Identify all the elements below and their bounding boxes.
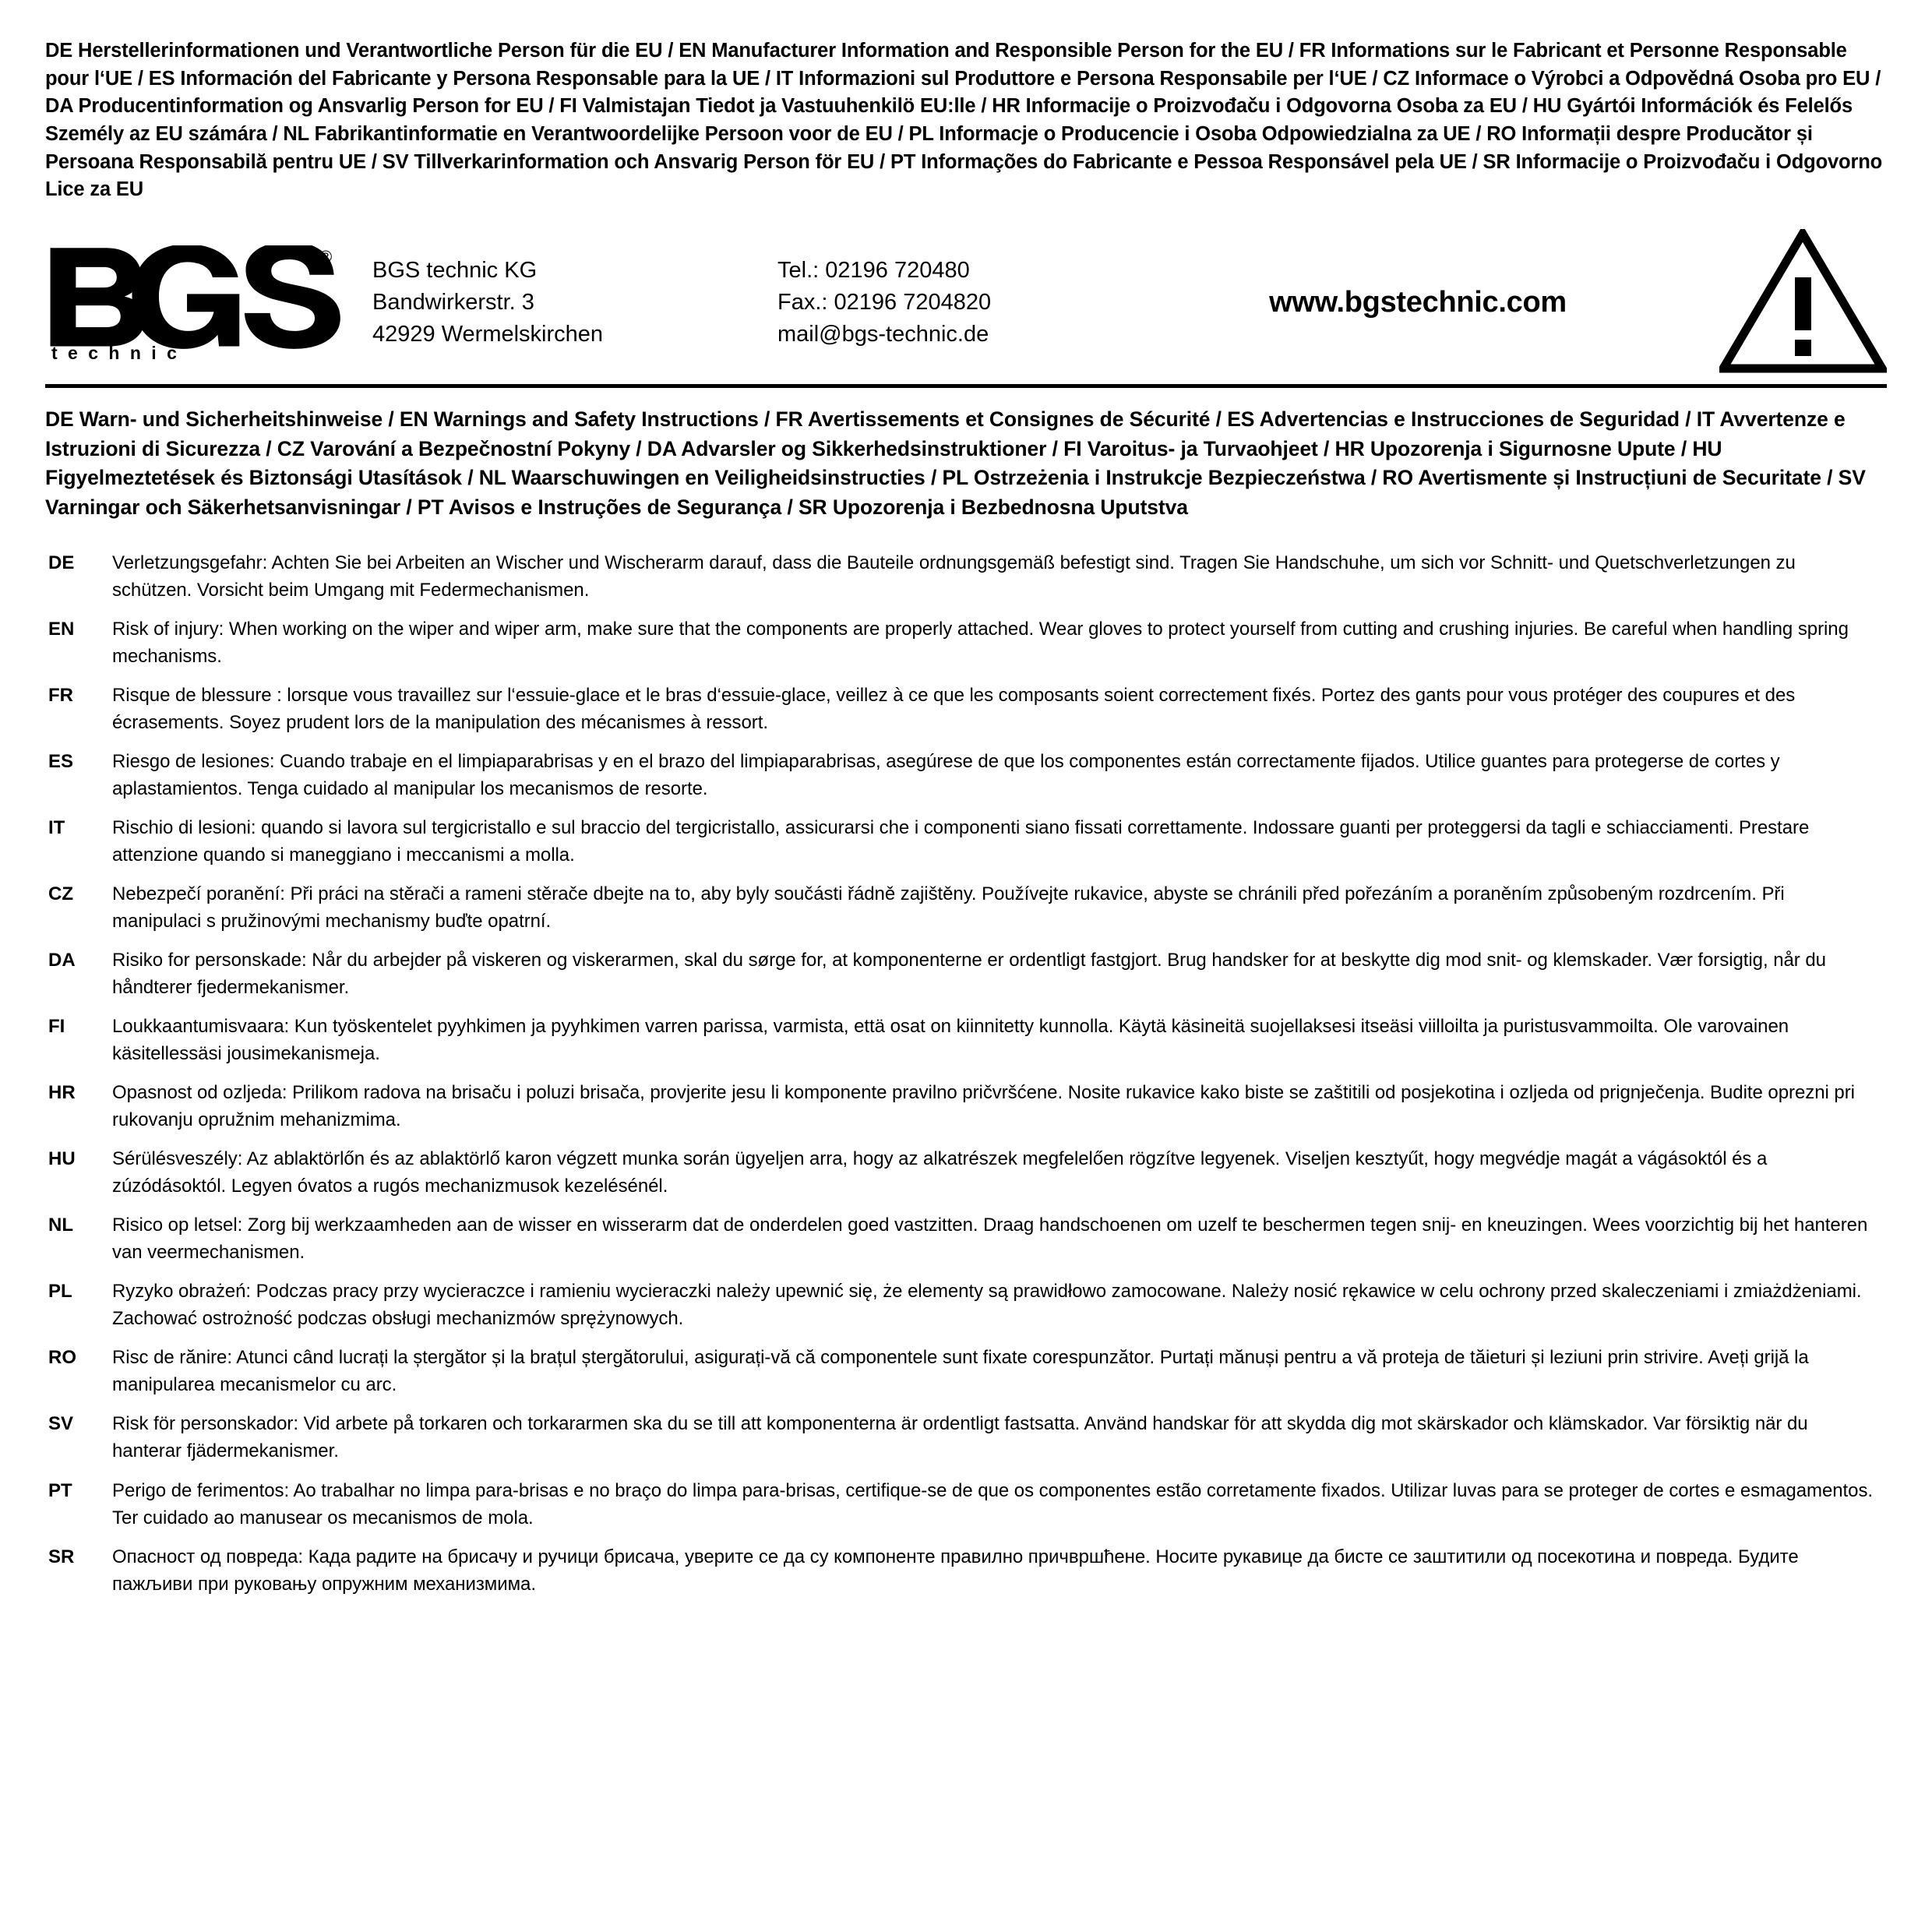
manufacturer-info-heading: DE Herstellerinformationen und Verantwortliche Person für die EU / EN Manufacturer Information and Responsible Person for the EU / FR Informations sur le Fabricant et Personne Responsable pour l‘UE / ES Información del Fabricante y Persona Responsable para la UE / IT Informazioni sul Produttore e Persona Responsabile per l‘UE / CZ Informace o Výrobci a Odpovědná Osoba pro EU / DA Producentinformation og Ansvarlig Person for EU / FI Valmistajan Tiedot ja Vastuuhenkilö EU:lle / HR Informacije o Proizvođaču i Odgovorna Osoba za EU / HU Gyártói Információk és Felelős Személy az EU számára / NL Fabrikantinformatie en Verantwoordelijke Persoon voor de EU / PL Informacje o Producencie i Osoba Odpowiedzialna za UE / RO Informații despre Producător și Persoana Responsabilă pentru UE / SV Tillverkarinformation och Ansvarig Person för EU / PT Informações do Fabricante e Pessoa Responsável pela UE / SR Informacije o Proizvođaču i Odgovorno Lice za EU — [45, 40, 1883, 201]
language-code: ES — [48, 750, 74, 772]
language-code: FR — [48, 684, 73, 706]
bgs-logo — [45, 241, 372, 362]
language-warning-list — [45, 549, 1887, 1598]
language-text: Opasnost od ozljeda: Prilikom radova na brisaču i poluzi brisača, provjerite jesu li komponente pravilno pričvršćene. Nosite rukavice kako biste se zaštitili od posjekotina i ozljeda od prignječenja. Budite oprezni pri rukovanju opružnim mehanizmima. — [112, 1082, 1855, 1131]
company-email[interactable]: mail@bgs-technic.de — [777, 322, 989, 347]
language-row — [45, 880, 1887, 935]
bgs-logo-subtext: t e c h n i c — [51, 342, 180, 362]
company-name: BGS technic KG — [372, 257, 538, 283]
language-row — [45, 1543, 1887, 1598]
language-code: IT — [48, 816, 65, 838]
language-text: Loukkaantumisvaara: Kun työskentelet pyyhkimen ja pyyhkimen varren parissa, varmista, että osat on kiinnitetty kunnolla. Käytä käsineitä suojellaksesi itseäsi viilloilta ja puristusvammoilta. Ole varovainen käsitellessäsi jousimekanismeja. — [112, 1016, 1789, 1065]
language-text: Ryzyko obrażeń: Podczas pracy przy wycieraczce i ramieniu wycieraczki należy upewnić się, że elementy są prawidłowo zamocowane. Należy nosić rękawice w celu ochrony przed skaleczeniami i zmiażdżeniami. Zachować ostrożność podczas obsługi mechanizmów sprężynowych. — [112, 1281, 1862, 1330]
language-code: DA — [48, 950, 76, 971]
language-code: HU — [48, 1148, 76, 1170]
language-row — [45, 1211, 1887, 1266]
language-code: FI — [48, 1016, 65, 1038]
language-code: SV — [48, 1413, 74, 1435]
language-row — [45, 748, 1887, 802]
language-text: Risque de blessure : lorsque vous travaillez sur l‘essuie-glace et le bras d‘essuie-glace, veillez à ce que les composants soient correctement fixés. Portez des gants pour vous protéger des coupures et des écrasements. Soyez prudent lors de la manipulation des mécanismes à ressort. — [112, 684, 1796, 733]
language-text: Risk för personskador: Vid arbete på torkaren och torkararmen ska du se till att komponenterna är ordentligt fastsatta. Använd handskar för att skydda dig mot skärskador och klämskador. Var försiktig när du hanterar fjädermekanismer. — [112, 1413, 1808, 1462]
language-code: HR — [48, 1082, 76, 1104]
bgs-logo-registered: ® — [319, 246, 333, 266]
company-address — [372, 252, 777, 351]
language-text: Risico op letsel: Zorg bij werkzaamheden aan de wisser en wisserarm dat de onderdelen goed vastzitten. Draag handschoenen om uzelf te beschermen tegen snij- en kneuzingen. Wees voorzichtig bij het hanteren van veermechanismen. — [112, 1215, 1868, 1264]
language-row — [45, 1410, 1887, 1465]
language-row — [45, 1477, 1887, 1532]
company-tel: Tel.: 02196 720480 — [777, 257, 970, 283]
language-code: DE — [48, 552, 75, 573]
language-text: Verletzungsgefahr: Achten Sie bei Arbeiten an Wischer und Wischerarm darauf, dass die Bauteile ordnungsgemäß befestigt sind. Tragen Sie Handschuhe, um sich vor Schnitt- und Quetschverletzungen zu schützen. Vorsicht beim Umgang mit Federmechanismen. — [112, 552, 1796, 601]
language-row — [45, 682, 1887, 736]
company-contact-band — [45, 224, 1887, 388]
language-row — [45, 1079, 1887, 1133]
language-code: PT — [48, 1479, 72, 1501]
language-code: PL — [48, 1281, 72, 1303]
language-code: CZ — [48, 883, 73, 904]
language-text: Rischio di lesioni: quando si lavora sul tergicristallo e sul braccio del tergicristallo, assicurarsi che i componenti siano fissati correttamente. Indossare guanti per proteggersi da tagli e schiacciamenti. Prestare attenzione quando si maneggiano i meccanismi a molla. — [112, 816, 1810, 866]
language-code: NL — [48, 1215, 73, 1236]
company-city: 42929 Wermelskirchen — [372, 322, 604, 347]
company-website[interactable]: www.bgstechnic.com — [1269, 286, 1567, 319]
language-row — [45, 814, 1887, 869]
language-row — [45, 1344, 1887, 1398]
language-text: Perigo de ferimentos: Ao trabalhar no limpa para-brisas e no braço do limpa para-brisas, certifique-se de que os componentes estão corretamente fixados. Utilizar luvas para se proteger de cortes e esmagamentos. Ter cuidado ao manusear os mecanismos de mola. — [112, 1479, 1874, 1528]
language-row — [45, 615, 1887, 670]
warning-triangle-icon — [1692, 229, 1887, 373]
language-text: Risc de rănire: Atunci când lucrați la ștergător și la brațul ștergătorului, asigurați-vă că componentele sunt fixate corespunzător. Purtați mănuși pentru a vă proteja de tăieturi și leziuni prin strivire. Aveți grijă la manipularea mecanismelor cu arc. — [112, 1347, 1809, 1396]
company-street: Bandwirkerstr. 3 — [372, 290, 534, 316]
language-text: Riesgo de lesiones: Cuando trabaje en el limpiaparabrisas y en el brazo del limpiaparabrisas, asegúrese de que los componentes están correctamente fijados. Utilice guantes para protegerse de cortes y aplastamientos. Tenga cuidado al manipular los mecanismos de resorte. — [112, 750, 1780, 799]
language-code: EN — [48, 618, 75, 640]
language-text: Risk of injury: When working on the wiper and wiper arm, make sure that the components are properly attached. Wear gloves to protect yourself from cutting and crushing injuries. Be careful when handling spring mechanisms. — [112, 618, 1849, 667]
language-row — [45, 1278, 1887, 1332]
language-text: Sérülésveszély: Az ablaktörlőn és az ablaktörlő karon végzett munka során ügyeljen arra, hogy az alkatrészek megfelelően rögzítve legyenek. Viseljen kesztyűt, hogy megvédje magát a vágásoktól és a zúzódásoktól. Legyen óvatos a rugós mechanizmusok kezelésénél. — [112, 1148, 1768, 1197]
language-code: RO — [48, 1347, 76, 1369]
warnings-safety-heading: DE Warn- und Sicherheitshinweise / EN Warnings and Safety Instructions / FR Avertissements et Consignes de Sécurité / ES Advertencias e Instrucciones de Seguridad / IT Avvertenze e Istruzioni di Sicurezza / CZ Varování a Bezpečnostní Pokyny / DA Advarsler og Sikkerhedsinstruktioner / FI Varoitus- ja Turvaohjeet / HR Upozorenja i Sigurnosne Upute / HU Figyelmeztetések és Biztonsági Utasítások / NL Waarschuwingen en Veiligheidsinstructies / PL Ostrzeżenia i Instrukcje Bezpieczeństwa / RO Avertismente și Instrucțiuni de Securitate / SV Varningar och Säkerhetsanvisningar / PT Avisos e Instruções de Segurança / SR Upozorenja i Bezbednosna Uputstva — [45, 407, 1866, 519]
language-row — [45, 1013, 1887, 1067]
language-row — [45, 549, 1887, 604]
language-code: SR — [48, 1546, 75, 1567]
language-row — [45, 1145, 1887, 1200]
language-text: Risiko for personskade: Når du arbejder på viskeren og viskerarmen, skal du sørge for, at komponenterne er ordentligt fastgjort. Brug handsker for at beskytte dig mod snit- og klemskader. Vær forsigtig, når du håndterer fjedermekanismer. — [112, 950, 1826, 999]
language-text: Nebezpečí poranění: Při práci na stěrači a rameni stěrače dbejte na to, aby byly součásti řádně zajištěny. Používejte rukavice, abyste se chránili před pořezáním a poraněním způsobeným rozdrcením. Při manipulaci s pružinovými mechanismy buďte opatrní. — [112, 883, 1785, 932]
bgs-logo-graphic — [45, 245, 357, 362]
company-fax: Fax.: 02196 7204820 — [777, 290, 992, 316]
company-contact — [777, 252, 1144, 351]
language-text: Опасност од повреда: Када радите на брисачу и ручици брисача, уверите се да су компоненте правилно причвршћене. Носите рукавице да бисте се заштитили од посекотина и повреда. Будите пажљиви при руковању опружним механизмима. — [112, 1546, 1799, 1595]
language-row — [45, 947, 1887, 1001]
